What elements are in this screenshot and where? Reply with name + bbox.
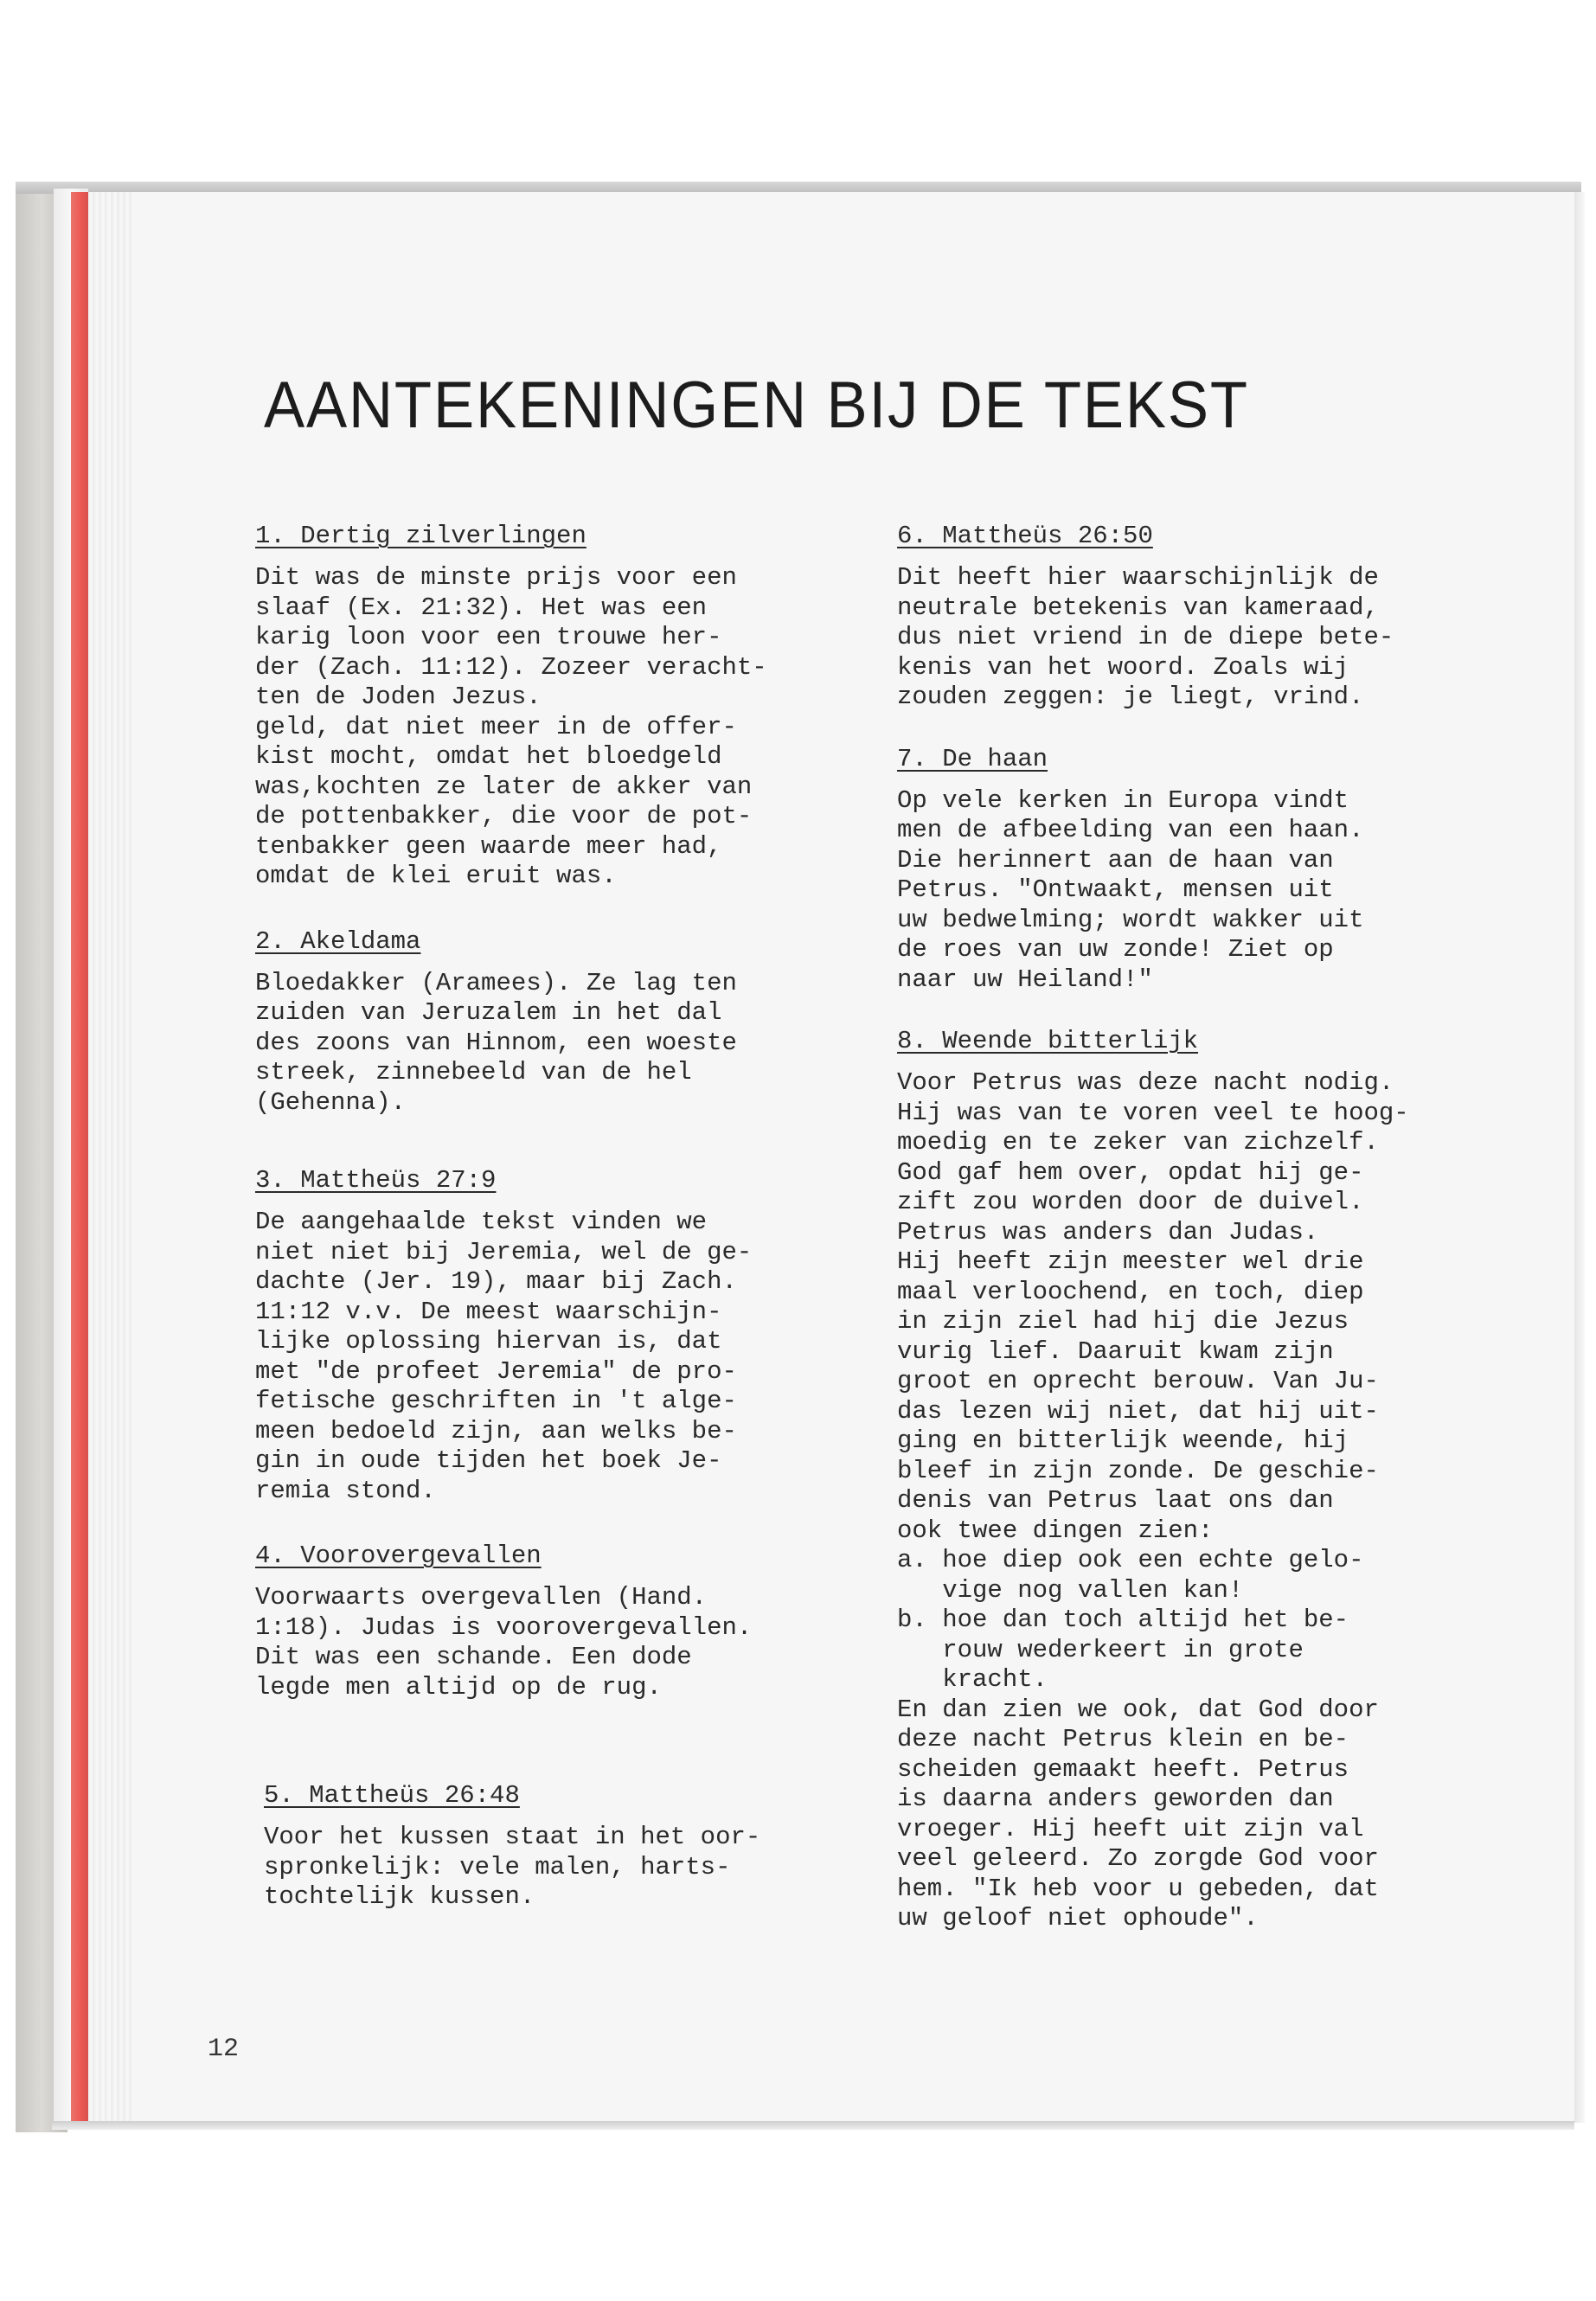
note-line: Op vele kerken in Europa vindt [897, 785, 1349, 815]
note-line: fetische geschriften in 't alge- [255, 1387, 737, 1415]
note-heading: 2. Akeldama [255, 926, 421, 956]
note-line: neutrale betekenis van kameraad, [897, 593, 1379, 622]
note-line: ook twee dingen zien: [897, 1516, 1214, 1545]
note-heading: 1. Dertig zilverlingen [255, 522, 586, 550]
note-block [897, 1026, 1520, 1934]
left-column [255, 521, 878, 1913]
note-line: das lezen wij niet, dat hij uit- [897, 1396, 1379, 1426]
note-line: dachte (Jer. 19), maar bij Zach. [255, 1267, 737, 1296]
note-line: vroeger. Hij heeft uit zijn val [897, 1814, 1364, 1843]
note-body [255, 1583, 878, 1702]
note-line: zift zou worden door de duivel. [897, 1188, 1364, 1216]
note-block [255, 926, 878, 1118]
note-line: kracht. [897, 1665, 1048, 1694]
note-line: ging en bitterlijk weende, hij [897, 1426, 1349, 1455]
note-line: vige nog vallen kan! [897, 1575, 1244, 1605]
note-body [897, 563, 1520, 713]
red-page-edge [71, 192, 88, 2123]
note-line: En dan zien we ook, dat God door [897, 1695, 1379, 1724]
note-body [897, 786, 1520, 996]
note-line: tochtelijk kussen. [264, 1882, 535, 1911]
note-block [897, 744, 1520, 996]
note-line: de pottenbakker, die voor de pot- [255, 802, 753, 830]
note-line: de roes van uw zonde! Ziet op [897, 935, 1334, 964]
note-line: denis van Petrus laat ons dan [897, 1486, 1334, 1515]
note-heading: 7. De haan [897, 744, 1048, 773]
note-block [264, 1780, 878, 1913]
note-line: veel geleerd. Zo zorgde God voor [897, 1844, 1379, 1873]
note-line: 1:18). Judas is voorovergevallen. [255, 1612, 753, 1642]
page-title: AANTEKENINGEN BIJ DE TEKST [264, 369, 1249, 442]
note-heading: 5. Mattheüs 26:48 [264, 1781, 520, 1810]
note-line: groot en oprecht berouw. Van Ju- [897, 1367, 1379, 1395]
page-stack-edge [88, 192, 136, 2123]
note-line: is daarna anders geworden dan [897, 1785, 1334, 1813]
right-column [897, 521, 1520, 1934]
note-line: dus niet vriend in de diepe bete- [897, 623, 1394, 651]
note-line: b. hoe dan toch altijd het be- [897, 1606, 1349, 1634]
note-line: Dit was een schande. Een dode [255, 1643, 692, 1671]
note-body [255, 563, 878, 892]
note-line: ten de Joden Jezus. [255, 683, 542, 711]
note-line: zuiden van Jeruzalem in het dal [255, 998, 722, 1027]
note-line: maal verloochend, en toch, diep [897, 1277, 1364, 1306]
note-line: in zijn ziel had hij die Jezus [897, 1307, 1349, 1336]
page-bottom-shadow [52, 2121, 1574, 2130]
note-line: remia stond. [255, 1476, 436, 1505]
note-line: uw geloof niet ophoude". [897, 1904, 1259, 1932]
page-number: 12 [208, 2035, 240, 2064]
note-line: gin in oude tijden het boek Je- [255, 1446, 722, 1475]
note-line: Dit was de minste prijs voor een [255, 563, 737, 592]
note-heading: 6. Mattheüs 26:50 [897, 522, 1153, 550]
note-line: Voorwaarts overgevallen (Hand. [255, 1583, 708, 1612]
note-line: (Gehenna). [255, 1087, 407, 1117]
note-line: hem. "Ik heb voor u gebeden, dat [897, 1874, 1379, 1903]
note-line: met "de profeet Jeremia" de pro- [255, 1356, 737, 1386]
note-body [255, 969, 878, 1118]
page-right-shadow [1574, 192, 1585, 2123]
note-block [255, 1165, 878, 1506]
note-block [897, 521, 1520, 713]
note-line: uw bedwelming; wordt wakker uit [897, 905, 1364, 934]
note-line: tenbakker geen waarde meer had, [255, 831, 722, 861]
note-line: moedig en te zeker van zichzelf. [897, 1128, 1379, 1157]
note-line: zouden zeggen: je liegt, vrind. [897, 683, 1364, 711]
note-line: legde men altijd op de rug. [255, 1672, 662, 1702]
note-line: kenis van het woord. Zoals wij [897, 652, 1349, 682]
note-line: spronkelijk: vele malen, harts- [264, 1852, 731, 1881]
note-line: bleef in zijn zonde. De geschie- [897, 1456, 1379, 1485]
note-line: Petrus was anders dan Judas. [897, 1217, 1319, 1247]
note-body [264, 1823, 878, 1913]
note-block [255, 1541, 878, 1702]
note-line: karig loon voor een trouwe her- [255, 623, 722, 651]
note-line: Voor Petrus was deze nacht nodig. [897, 1068, 1394, 1097]
note-line: vurig lief. Daaruit kwam zijn [897, 1336, 1334, 1366]
note-line: geld, dat niet meer in de offer- [255, 712, 737, 741]
note-line: De aangehaalde tekst vinden we [255, 1208, 708, 1236]
note-line: rouw wederkeert in grote [897, 1635, 1304, 1664]
note-heading: 4. Voorovergevallen [255, 1541, 542, 1570]
note-line: omdat de klei eruit was. [255, 862, 617, 890]
note-line: Petrus. "Ontwaakt, mensen uit [897, 875, 1334, 904]
note-line: Hij was van te voren veel te hoog- [897, 1098, 1409, 1127]
note-body [255, 1208, 878, 1506]
note-heading: 3. Mattheüs 27:9 [255, 1166, 497, 1195]
note-line: Bloedakker (Aramees). Ze lag ten [255, 968, 737, 997]
note-line: naar uw Heiland!" [897, 965, 1153, 994]
note-line: was,kochten ze later de akker van [255, 772, 753, 801]
note-line: Hij heeft zijn meester wel drie [897, 1247, 1364, 1276]
note-line: streek, zinnebeeld van de hel [255, 1058, 692, 1086]
note-line: Voor het kussen staat in het oor- [264, 1823, 761, 1851]
note-line: men de afbeelding van een haan. [897, 816, 1364, 844]
note-line: Dit heeft hier waarschijnlijk de [897, 563, 1379, 592]
note-line: slaaf (Ex. 21:32). Het was een [255, 593, 708, 622]
note-line: deze nacht Petrus klein en be- [897, 1725, 1349, 1753]
note-heading: 8. Weende bitterlijk [897, 1027, 1199, 1055]
note-line: 11:12 v.v. De meest waarschijn- [255, 1297, 722, 1326]
note-line: der (Zach. 11:12). Zozeer veracht- [255, 652, 767, 682]
note-line: meen bedoeld zijn, aan welks be- [255, 1416, 737, 1445]
note-line: lijke oplossing hiervan is, dat [255, 1327, 722, 1356]
note-line: God gaf hem over, opdat hij ge- [897, 1157, 1364, 1187]
note-line: a. hoe diep ook een echte gelo- [897, 1546, 1364, 1574]
note-block [255, 521, 878, 892]
note-line: kist mocht, omdat het bloedgeld [255, 742, 722, 771]
note-line: des zoons van Hinnom, een woeste [255, 1028, 737, 1057]
note-line: Die herinnert aan de haan van [897, 845, 1334, 875]
note-line: niet niet bij Jeremia, wel de ge- [255, 1237, 753, 1266]
note-line: scheiden gemaakt heeft. Petrus [897, 1754, 1349, 1784]
note-body [897, 1068, 1520, 1934]
